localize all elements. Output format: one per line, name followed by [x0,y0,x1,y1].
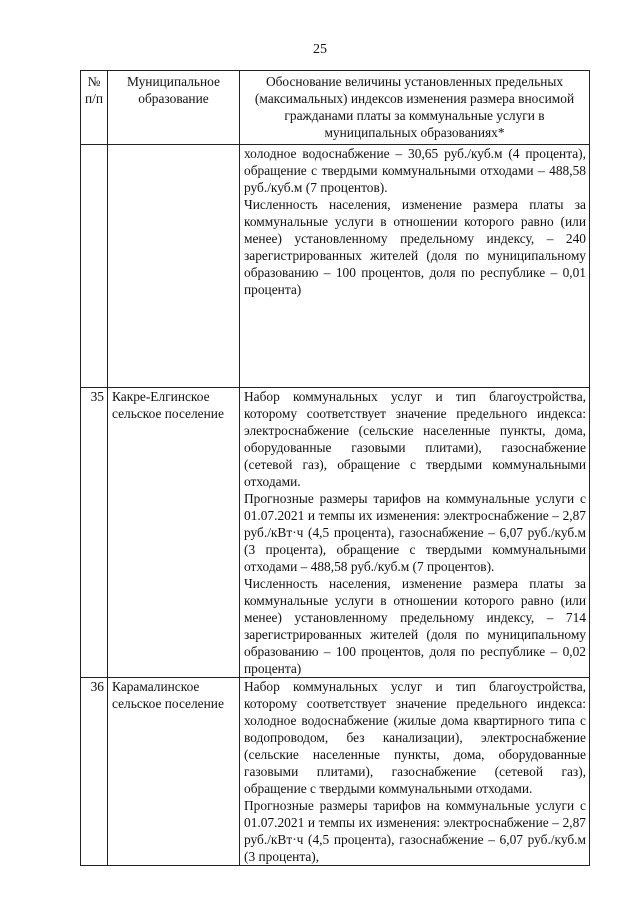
page-number: 25 [313,42,327,57]
row-number [81,145,108,388]
justification-paragraph: Численность населения, изменение размера платы за коммунальные услуги в отношении которого равно (или менее) установленному предельному индексу, – 240 зарегистрированных жителей (доля по муниципальному образованию – 100 процентов, доля по республике – 0,01 процента) [244,197,586,297]
justification-paragraph: Прогнозные размеры тарифов на коммунальные услуги с 01.07.2021 и темпы их изменения: электроснабжение – 2,87 руб./кВт·ч (4,5 процента), газоснабжение – 6,07 руб./куб.м (3 процента), обращение с твердыми коммунальными отходами – 488,58 руб./куб.м (7 процентов). [244,491,586,574]
justification-paragraph: холодное водоснабжение – 30,65 руб./куб.м (4 процента), обращение с твердыми коммунальными отходами – 488,58 руб./куб.м (7 процентов). [244,146,586,195]
header-num: № п/п [81,71,108,145]
justification-paragraph: Численность населения, изменение размера платы за коммунальные услуги в отношении которого равно (или менее) установленному предельному индексу, – 714 зарегистрированных жителей (доля по муниципальному образованию – 100 процентов, доля по республике – 0,02 процента) [244,576,586,676]
tariff-index-table [80,70,590,866]
row-number: 36 [81,678,108,866]
table-row [81,678,590,866]
municipality-name: Карамалинское сельское поселение [108,678,240,866]
table-header-row [81,71,590,145]
justification-cell [240,678,590,866]
justification-cell [240,388,590,678]
justification-cell [240,145,590,388]
municipality-name [108,145,240,388]
table-row [81,388,590,678]
table-row [81,145,590,388]
row-number: 35 [81,388,108,678]
header-justification: Обоснование величины установленных предельных (максимальных) индексов изменения размера вносимой гражданами платы за коммунальные услуги в муниципальных образованиях* [240,71,590,145]
municipality-name: Какре-Елгинское сельское поселение [108,388,240,678]
justification-paragraph: Набор коммунальных услуг и тип благоустройства, которому соответствует значение предельного индекса: электроснабжение (сельские населенные пункты, дома, оборудованные газовыми плитами), газоснабжение (сетевой газ), обращение с твердыми коммунальными отходами. [244,389,586,489]
justification-paragraph: Прогнозные размеры тарифов на коммунальные услуги с 01.07.2021 и темпы их изменения: электроснабжение – 2,87 руб./кВт·ч (4,5 процента), газоснабжение – 6,07 руб./куб.м (3 процента), [244,798,586,864]
header-municipality: Муниципальное образование [108,71,240,145]
justification-paragraph: Набор коммунальных услуг и тип благоустройства, которому соответствует значение предельного индекса: холодное водоснабжение (жилые дома квартирного типа с водопроводом, без канализации), электроснабжение (сельские населенные пункты, дома, оборудованные газовыми плитами), газоснабжение (сетевой газ), обращение с твердыми коммунальными отходами. [244,679,586,796]
